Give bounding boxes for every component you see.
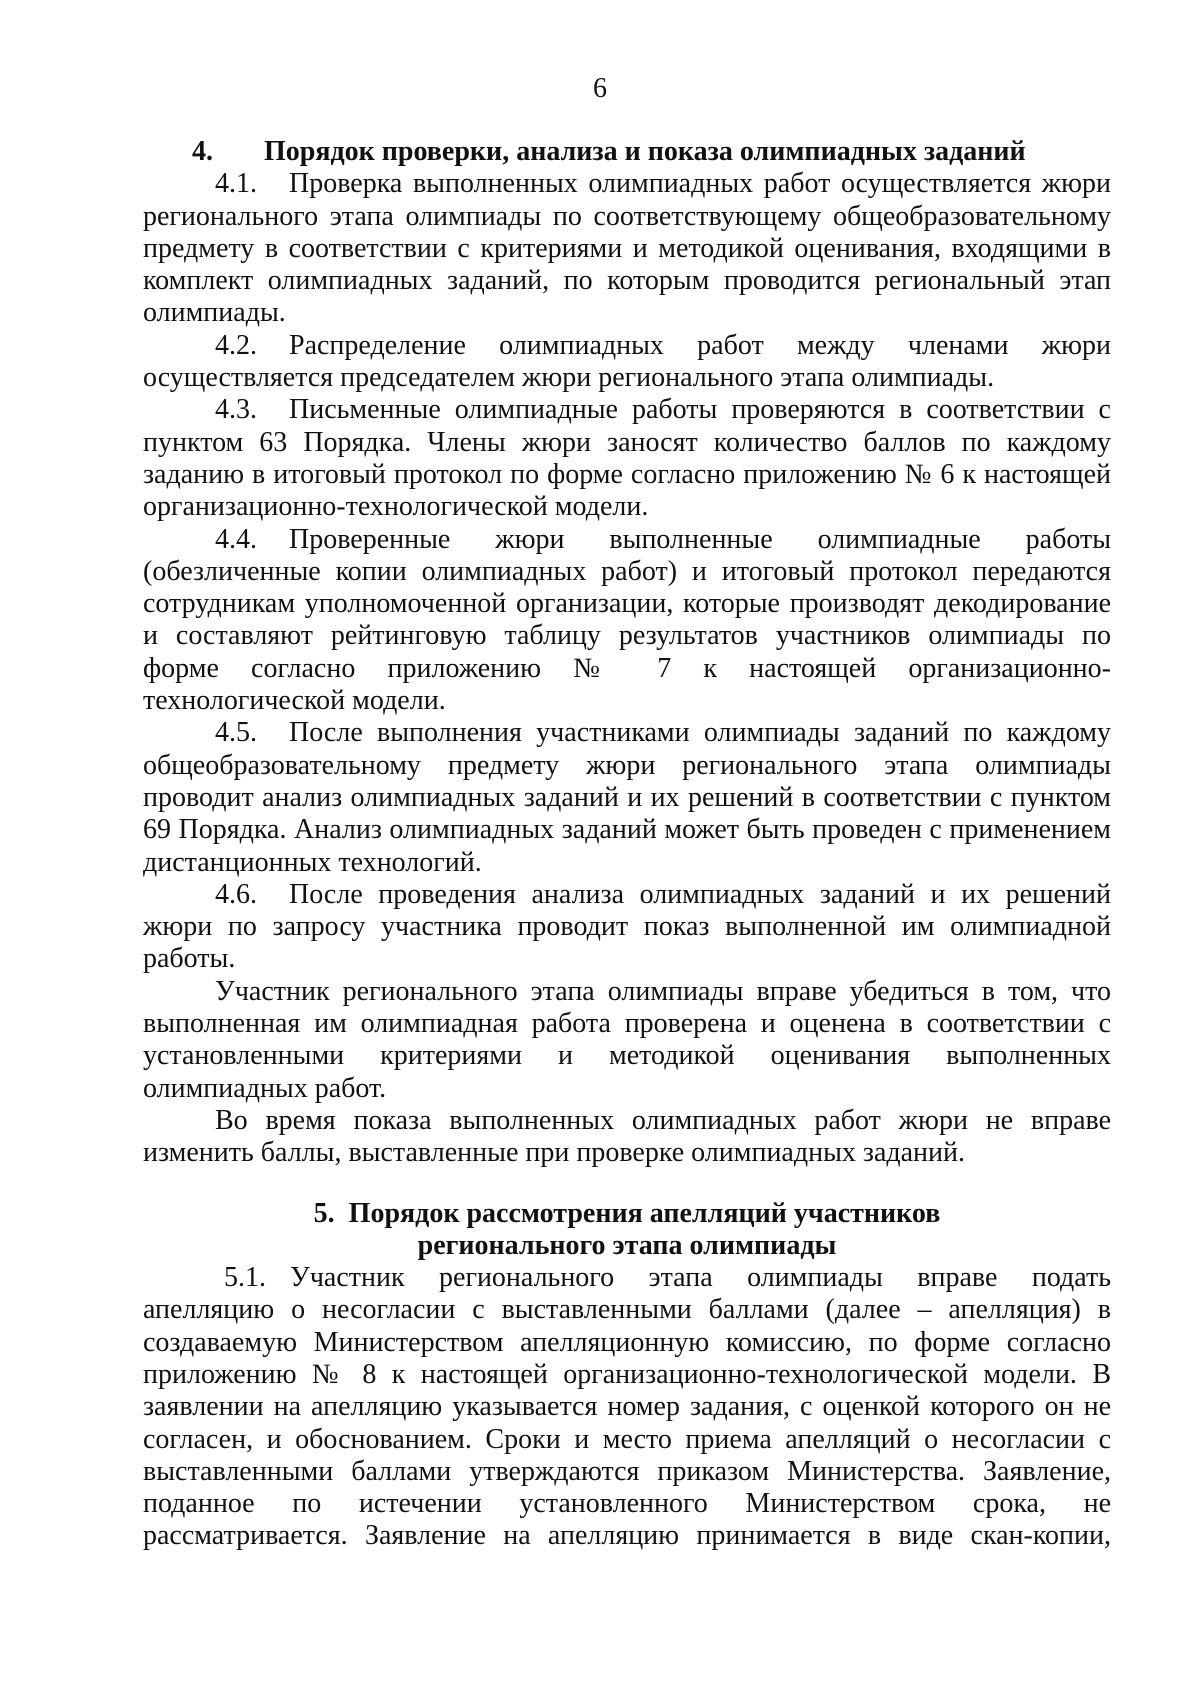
section-5-title-line-2: регионального этапа олимпиады	[417, 1229, 837, 1261]
paragraph-number: 4.6.	[215, 878, 257, 910]
section-5-title-line-1: Порядок рассмотрения апелляций участников	[348, 1197, 941, 1229]
section-4-title: Порядок проверки, анализа и показа олимпиадных заданий	[264, 136, 1026, 167]
document-body	[143, 136, 1111, 1553]
section-4-heading	[143, 136, 1111, 168]
paragraph-number: 5.1.	[224, 1262, 266, 1294]
paragraph-text: Письменные олимпиадные работы проверяются в соответствии с пунктом 63 Порядка. Члены жюри заносят количество баллов по каждому заданию в итоговый протокол по форме согласно приложению № 6 к настоящей организационно-технологической модели.	[143, 394, 1111, 523]
page-number: 6	[593, 73, 607, 104]
paragraph-4-2	[143, 330, 1111, 395]
paragraph-number: 4.1.	[215, 168, 257, 200]
paragraph-text: Участник регионального этапа олимпиады вправе подать апелляцию о несогласии с выставленными баллами (далее – апелляция) в создаваемую Министерством апелляционную комиссию, по форме согласно приложению № 8 к настоящей организационно-технологической модели. В заявлении на апелляцию указывается номер задания, с оценкой которого он не согласен, и обоснованием. Сроки и место приема апелляций о несогласии с выставленными баллами утверждаются приказом Министерства. Заявление, поданное по истечении установленного Министерством срока, не рассматривается. Заявление на апелляцию принимается в виде скан-копии,	[143, 1262, 1111, 1552]
section-5-heading	[143, 1198, 1111, 1263]
paragraph-text: Во время показа выполненных олимпиадных работ жюри не вправе изменить баллы, выставленные при проверке олимпиадных заданий.	[143, 1104, 1111, 1169]
paragraph-number: 4.5.	[215, 717, 257, 749]
paragraph-4-6	[143, 879, 1111, 976]
paragraph-text: После выполнения участниками олимпиады заданий по каждому общеобразовательному предмету жюри регионального этапа олимпиады проводит анализ олимпиадных заданий и их решений в соответствии с пунктом 69 Порядка. Анализ олимпиадных заданий может быть проведен с применением дистанционных технологий.	[143, 717, 1111, 878]
paragraph-4-3	[143, 394, 1111, 523]
section-4-number: 4.	[192, 136, 213, 167]
paragraph-number: 4.3.	[215, 394, 257, 426]
paragraph-4-5	[143, 717, 1111, 878]
paragraph-4-1	[143, 168, 1111, 329]
paragraph-4-6-participant-right	[143, 976, 1111, 1105]
paragraph-text: Проверенные жюри выполненные олимпиадные работы (обезличенные копии олимпиадных работ) и итоговый протокол передаются сотрудникам уполномоченной организации, которые производят декодирование и составляют рейтинговую таблицу результатов участников олимпиады по форме согласно приложению № 7 к настоящей организационно-технологической модели.	[143, 523, 1111, 717]
paragraph-text: Распределение олимпиадных работ между членами жюри осуществляется председателем жюри регионального этапа олимпиады.	[143, 329, 1111, 394]
paragraph-4-6-scores-unchanged	[143, 1105, 1111, 1170]
paragraph-text: После проведения анализа олимпиадных заданий и их решений жюри по запросу участника проводит показ выполненной им олимпиадной работы.	[143, 878, 1111, 975]
paragraph-4-4	[143, 524, 1111, 718]
paragraph-number: 4.4.	[215, 523, 257, 555]
section-5-number: 5.	[313, 1197, 335, 1229]
paragraph-5-1	[143, 1262, 1111, 1553]
paragraph-text: Участник регионального этапа олимпиады вправе убедиться в том, что выполненная им олимпиадная работа проверена и оценена в соответствии с установленными критериями и методикой оценивания выполненных олимпиадных работ.	[143, 975, 1111, 1104]
paragraph-text: Проверка выполненных олимпиадных работ осуществляется жюри регионального этапа олимпиады по соответствующему общеобразовательному предмету в соответствии с критериями и методикой оценивания, входящими в комплект олимпиадных заданий, по которым проводится региональный этап олимпиады.	[143, 168, 1111, 329]
paragraph-number: 4.2.	[215, 329, 257, 361]
